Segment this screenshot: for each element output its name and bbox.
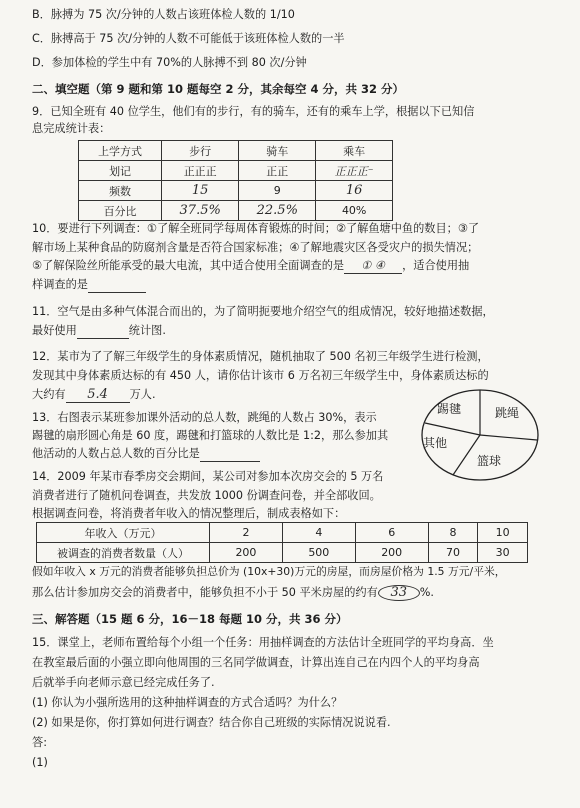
table-row — [79, 141, 393, 161]
q11-line2-text: 最好使用 — [32, 324, 77, 337]
table-row — [37, 543, 528, 563]
q15-line6: 答: — [32, 736, 47, 749]
table-cell: 500 — [282, 543, 355, 563]
table-header: 年收入（万元） — [37, 523, 210, 543]
q10-line1: 10．要进行下列调查：①了解全班同学每周体育锻炼的时间；②了解鱼塘中鱼的数目；③了 — [32, 222, 480, 235]
pie-label-jianzi: 踢毽 — [437, 402, 462, 416]
section-two-title: 二、填空题（第 9 题和第 10 题每空 2 分，其余每空 4 分，共 32 分） — [32, 82, 405, 96]
pie-label-tiaosheng: 跳绳 — [495, 406, 520, 420]
table-cell: 2 — [210, 523, 283, 543]
table-cell: 8 — [428, 523, 478, 543]
q13-answer — [200, 447, 260, 462]
table-cell: 15 — [162, 181, 239, 201]
table-cell: 百分比 — [79, 201, 162, 221]
pie-label-qita: 其他 — [423, 436, 448, 450]
pie-divider — [480, 435, 537, 440]
option-b: B．脉搏为 75 次/分钟的人数占该班体检人数的 1/10 — [32, 8, 295, 21]
table-cell: 200 — [210, 543, 283, 563]
table-header: 步行 — [162, 141, 239, 161]
q12-line3 — [32, 388, 156, 403]
q10-line3 — [32, 259, 469, 274]
table-cell: 70 — [428, 543, 478, 563]
table-cell: 正正正⁻ — [316, 161, 393, 181]
table-cell: 正正正 — [162, 161, 239, 181]
q12-line3-text: 大约有 — [32, 388, 66, 401]
pie-divider — [453, 435, 480, 475]
q10-answer-full: ① ④ — [344, 259, 402, 274]
activity-pie-chart — [415, 385, 545, 485]
table-row — [37, 523, 528, 543]
q15-line1: 15．课堂上，老师布置给每个小组一个任务：用抽样调查的方法估计全班同学的平均身高．坐 — [32, 636, 494, 649]
table-cell: 30 — [478, 543, 528, 563]
table-cell: 4 — [282, 523, 355, 543]
option-c: C．脉搏高于 75 次/分钟的人数不可能低于该班体检人数的一半 — [32, 32, 345, 45]
q14-answer: 33 — [378, 585, 420, 601]
q15-line7: (1) — [32, 756, 48, 769]
q9-table — [78, 140, 393, 221]
q14-table — [36, 522, 528, 563]
q9-line2: 息完成统计表： — [32, 122, 111, 135]
q14-line5-text: 那么估计参加房交会的消费者中，能够负担不小于 50 平米房屋的约有 — [32, 586, 378, 599]
q13-line2: 踢毽的扇形圆心角是 60 度，踢毽和打篮球的人数比是 1:2，那么参加其 — [32, 429, 389, 442]
q14-line5 — [32, 585, 434, 601]
q12-line3-tail: 万人. — [129, 388, 156, 401]
option-d: D．参加体检的学生中有 70%的人脉搏不到 80 次/分钟 — [32, 56, 307, 69]
q14-line1: 14．2009 年某市春季房交会期间，某公司对参加本次房交会的 5 万名 — [32, 470, 384, 483]
q9-line1: 9．已知全班有 40 位学生，他们有的步行，有的骑车，还有的乘车上学，根据以下已知信 — [32, 105, 475, 118]
q15-line3: 后就举手向老师示意已经完成任务了. — [32, 676, 215, 689]
table-cell: 10 — [478, 523, 528, 543]
table-cell: 16 — [316, 181, 393, 201]
q15-line4: (1) 你认为小强所选用的这种抽样调查的方式合适吗？为什么？ — [32, 696, 343, 709]
q15-line5: (2) 如果是你，你打算如何进行调查？结合你自己班级的实际情况说说看. — [32, 716, 391, 729]
table-cell: 40% — [316, 201, 393, 221]
q13-line3 — [32, 447, 260, 462]
table-row — [79, 181, 393, 201]
q10-line3-tail: ，适合使用抽 — [402, 259, 470, 272]
table-cell: 6 — [355, 523, 428, 543]
table-header: 骑车 — [239, 141, 316, 161]
table-cell: 正正 — [239, 161, 316, 181]
table-header: 乘车 — [316, 141, 393, 161]
q12-answer: 5.4 — [66, 388, 130, 403]
table-header: 被调查的消费者数量（人） — [37, 543, 210, 563]
q11-line1: 11．空气是由多种气体混合而出的，为了简明扼要地介绍空气的组成情况，较好地描述数据， — [32, 305, 494, 318]
q14-line3: 根据调查问卷，将消费者年收入的情况整理后，制成表格如下： — [32, 507, 346, 520]
q11-line2-tail: 统计图. — [128, 324, 166, 337]
q14-line4: 假如年收入 x 万元的消费者能够负担总价为 (10x+30)万元的房屋，而房屋价格为 1.5 万元/平米， — [32, 565, 506, 578]
q14-line2: 消费者进行了随机问卷调查，共发放 1000 份调查问卷，并全部收回。 — [32, 489, 381, 502]
q10-answer-sample — [88, 278, 146, 293]
pie-divider — [425, 423, 480, 435]
q13-line3-text: 他活动的人数占总人数的百分比是 — [32, 447, 200, 460]
table-cell: 22.5% — [239, 201, 316, 221]
table-cell: 37.5% — [162, 201, 239, 221]
q11-answer — [77, 324, 129, 339]
table-cell: 9 — [239, 181, 316, 201]
q11-line2 — [32, 324, 166, 339]
table-row — [79, 201, 393, 221]
q10-line4-text: 样调查的是 — [32, 278, 88, 291]
q10-line4 — [32, 278, 146, 293]
pie-label-lanqiu: 篮球 — [477, 454, 502, 468]
q12-line1: 12．某市为了了解三年级学生的身体素质情况，随机抽取了 500 名初三年级学生进行检测， — [32, 350, 489, 363]
table-cell: 频数 — [79, 181, 162, 201]
table-header: 上学方式 — [79, 141, 162, 161]
q14-line5-tail: %. — [419, 586, 434, 599]
q15-line2: 在教室最后面的小强立即向他周围的三名同学做调查，计算出连自己在内四个人的平均身高 — [32, 656, 480, 669]
table-cell: 划记 — [79, 161, 162, 181]
table-cell: 200 — [355, 543, 428, 563]
table-row — [79, 161, 393, 181]
q10-line2: 解市场上某种食品的防腐剂含量是否符合国家标准；④了解地震灾区各受灾户的损失情况； — [32, 241, 479, 254]
q10-line3-text: ⑤了解保险丝所能承受的最大电流，其中适合使用全面调查的是 — [32, 259, 345, 272]
q13-line1: 13．右图表示某班参加课外活动的总人数，跳绳的人数占 30%，表示 — [32, 411, 377, 424]
q12-line2: 发现其中身体素质达标的有 450 人，请你估计该市 6 万名初三年级学生中，身体素质达标的 — [32, 369, 489, 382]
section-three-title: 三、解答题（15 题 6 分，16－18 每题 10 分，共 36 分） — [32, 612, 348, 626]
